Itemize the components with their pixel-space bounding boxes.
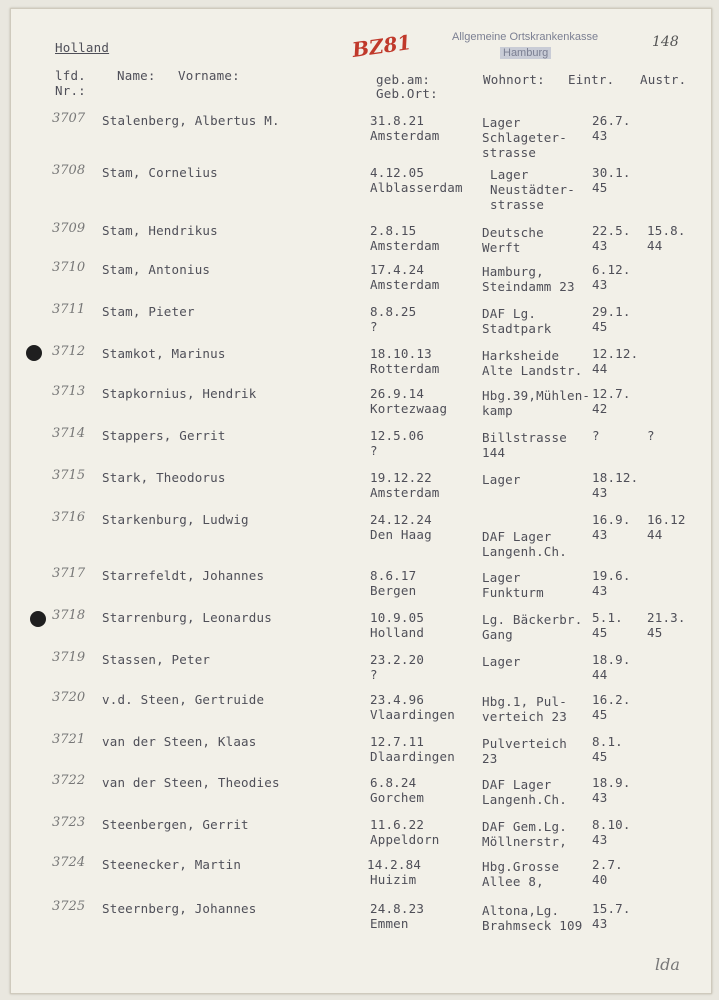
birth-place: Rotterdam: [370, 361, 440, 376]
birth-date: 24.8.23: [370, 901, 425, 916]
birth-date: 12.7.11: [370, 734, 425, 749]
residence-line-1: Hbg.39,Mühlen-: [482, 388, 591, 403]
entry-name: v.d. Steen, Gertruide: [102, 692, 265, 707]
residence-line-2: 23: [482, 751, 498, 766]
residence-line-1: DAF Gem.Lg.: [482, 819, 567, 834]
birth-place: Bergen: [370, 583, 417, 598]
birth-place: Amsterdam: [370, 485, 440, 500]
entry-name: Stam, Cornelius: [102, 165, 218, 180]
entry-name: Stam, Pieter: [102, 304, 195, 319]
entry-date: 18.9.: [592, 775, 631, 790]
exit-year: 44: [647, 527, 663, 542]
residence-line-1: Lager: [482, 115, 521, 130]
residence-line-2: kamp: [482, 403, 513, 418]
entry-name: Stassen, Peter: [102, 652, 211, 667]
footer-initials: lda: [655, 955, 680, 974]
col-nr-label: Nr.:: [55, 83, 86, 98]
entry-name: Starrenburg, Leonardus: [102, 610, 272, 625]
exit-date: 16.12: [647, 512, 686, 527]
birth-date: 8.6.17: [370, 568, 417, 583]
entry-name: Stam, Antonius: [102, 262, 211, 277]
birth-place: Kortezwaag: [370, 401, 448, 416]
residence-line-2: Stadtpark: [482, 321, 552, 336]
entry-date: 26.7.: [592, 113, 631, 128]
stamp-line-1: Allgemeine Ortskrankenkasse: [452, 31, 599, 43]
red-handwritten-mark: BZ81: [350, 29, 413, 63]
entry-year: 45: [592, 180, 608, 195]
register-nr: 3723: [52, 815, 86, 830]
entry-year: 43: [592, 832, 608, 847]
residence-line-1: Altona,Lg.: [482, 903, 560, 918]
entry-date: 29.1.: [592, 304, 631, 319]
register-nr: 3717: [52, 566, 86, 581]
residence-line-1: Lager: [482, 472, 521, 487]
entry-name: Stapkornius, Hendrik: [102, 386, 257, 401]
register-nr: 3720: [52, 690, 86, 705]
entry-name: Steenbergen, Gerrit: [102, 817, 249, 832]
col-eintr-label: Eintr.: [568, 72, 615, 87]
col-geb-am-label: geb.am:: [376, 72, 431, 87]
birth-place: Alblasserdam: [370, 180, 463, 195]
col-austr-label: Austr.: [640, 72, 687, 87]
country-heading: Holland: [55, 40, 110, 55]
residence-line-2: Steindamm 23: [482, 279, 575, 294]
register-nr: 3712: [52, 344, 86, 359]
register-nr: 3725: [52, 899, 86, 914]
entry-date: 16.9.: [592, 512, 631, 527]
residence-line-1: Pulverteich: [482, 736, 567, 751]
entry-year: 43: [592, 277, 608, 292]
entry-year: 43: [592, 790, 608, 805]
entry-date: 22.5.: [592, 223, 631, 238]
entry-date: 12.7.: [592, 386, 631, 401]
residence-line-2: Gang: [482, 627, 513, 642]
residence-line-2: Funkturm: [482, 585, 544, 600]
entry-name: Starkenburg, Ludwig: [102, 512, 249, 527]
residence-line-1: Lager: [482, 570, 521, 585]
residence-line-2: Schlageter-: [482, 130, 567, 145]
register-nr: 3709: [52, 221, 86, 236]
birth-place: Huizim: [370, 872, 417, 887]
birth-place: ?: [370, 667, 378, 682]
birth-date: 4.12.05: [370, 165, 425, 180]
entry-name: Steernberg, Johannes: [102, 901, 257, 916]
birth-date: 14.2.84: [367, 857, 422, 872]
entry-year: 45: [592, 625, 608, 640]
birth-place: Dlaardingen: [370, 749, 455, 764]
entry-name: Stam, Hendrikus: [102, 223, 218, 238]
punch-hole-bottom: [30, 611, 46, 627]
entry-date: ?: [592, 428, 600, 443]
birth-place: Amsterdam: [370, 128, 440, 143]
register-nr: 3713: [52, 384, 86, 399]
birth-date: 18.10.13: [370, 346, 432, 361]
register-nr: 3716: [52, 510, 86, 525]
stamp-line-2: Hamburg: [500, 47, 551, 59]
residence-line-1: Hbg.1, Pul-: [482, 694, 567, 709]
residence-line-2: Werft: [482, 240, 521, 255]
birth-place: Holland: [370, 625, 425, 640]
entry-date: 16.2.: [592, 692, 631, 707]
register-nr: 3711: [52, 302, 86, 317]
residence-line-2: 144: [482, 445, 506, 460]
residence-line-2: Allee 8,: [482, 874, 544, 889]
birth-date: 26.9.14: [370, 386, 425, 401]
entry-date: 8.1.: [592, 734, 623, 749]
entry-year: 43: [592, 583, 608, 598]
birth-date: 24.12.24: [370, 512, 432, 527]
entry-date: 30.1.: [592, 165, 631, 180]
residence-line-2: verteich 23: [482, 709, 567, 724]
entry-date: 18.12.: [592, 470, 639, 485]
col-geb-ort-label: Geb.Ort:: [376, 86, 438, 101]
entry-name: Steenecker, Martin: [102, 857, 242, 872]
entry-name: van der Steen, Theodies: [102, 775, 280, 790]
exit-year: 44: [647, 238, 663, 253]
col-vorname-label: Vorname:: [178, 68, 240, 83]
entry-date: 5.1.: [592, 610, 623, 625]
birth-place: Den Haag: [370, 527, 432, 542]
entry-year: 45: [592, 749, 608, 764]
register-nr: 3715: [52, 468, 86, 483]
entry-year: 43: [592, 485, 608, 500]
birth-place: Vlaardingen: [370, 707, 455, 722]
exit-year: 45: [647, 625, 663, 640]
entry-name: Stalenberg, Albertus M.: [102, 113, 280, 128]
birth-date: 6.8.24: [370, 775, 417, 790]
entry-name: Starrefeldt, Johannes: [102, 568, 265, 583]
entry-name: Stappers, Gerrit: [102, 428, 226, 443]
entry-year: 42: [592, 401, 608, 416]
entry-year: 40: [592, 872, 608, 887]
col-wohnort-label: Wohnort:: [483, 72, 545, 87]
residence-line-1: Billstrasse: [482, 430, 567, 445]
register-nr: 3719: [52, 650, 86, 665]
birth-date: 19.12.22: [370, 470, 432, 485]
entry-date: 12.12.: [592, 346, 639, 361]
residence-line-2: Brahmseck 109: [482, 918, 583, 933]
residence-line-1: Lager: [482, 654, 521, 669]
exit-date: 21.3.: [647, 610, 686, 625]
entry-year: 45: [592, 319, 608, 334]
entry-year: 43: [592, 527, 608, 542]
residence-line-1: Hamburg,: [482, 264, 544, 279]
page-number: 148: [652, 34, 679, 50]
birth-place: Gorchem: [370, 790, 425, 805]
residence-line-2: Neustädter-: [490, 182, 575, 197]
entry-year: 43: [592, 916, 608, 931]
entry-date: 15.7.: [592, 901, 631, 916]
birth-date: 17.4.24: [370, 262, 425, 277]
birth-date: 23.2.20: [370, 652, 425, 667]
residence-line-1: DAF Lg.: [482, 306, 537, 321]
residence-line-1: Hbg.Grosse: [482, 859, 560, 874]
register-nr: 3721: [52, 732, 86, 747]
residence-line-1: Harksheide: [482, 348, 560, 363]
birth-place: Appeldorn: [370, 832, 440, 847]
register-nr: 3708: [52, 163, 86, 178]
birth-place: ?: [370, 319, 378, 334]
residence-line-2: Langenh.Ch.: [482, 792, 567, 807]
entry-date: 19.6.: [592, 568, 631, 583]
birth-date: 23.4.96: [370, 692, 425, 707]
exit-date: ?: [647, 428, 655, 443]
birth-date: 12.5.06: [370, 428, 425, 443]
entry-year: 44: [592, 361, 608, 376]
exit-date: 15.8.: [647, 223, 686, 238]
register-nr: 3707: [52, 111, 86, 126]
birth-date: 2.8.15: [370, 223, 417, 238]
birth-place: ?: [370, 443, 378, 458]
entry-date: 2.7.: [592, 857, 623, 872]
register-nr: 3722: [52, 773, 86, 788]
entry-date: 18.9.: [592, 652, 631, 667]
birth-place: Emmen: [370, 916, 409, 931]
entry-date: 8.10.: [592, 817, 631, 832]
residence-line-2: Möllnerstr,: [482, 834, 567, 849]
register-nr: 3714: [52, 426, 86, 441]
residence-line-1: Deutsche: [482, 225, 544, 240]
residence-line-2: DAF Lager: [482, 529, 552, 544]
punch-hole-top: [26, 345, 42, 361]
birth-place: Amsterdam: [370, 238, 440, 253]
entry-name: Stark, Theodorus: [102, 470, 226, 485]
register-nr: 3724: [52, 855, 86, 870]
entry-year: 45: [592, 707, 608, 722]
residence-line-3: strasse: [490, 197, 545, 212]
entry-name: van der Steen, Klaas: [102, 734, 257, 749]
entry-year: 44: [592, 667, 608, 682]
entry-name: Stamkot, Marinus: [102, 346, 226, 361]
birth-date: 31.8.21: [370, 113, 425, 128]
register-nr: 3718: [52, 608, 86, 623]
birth-place: Amsterdam: [370, 277, 440, 292]
col-name-label: Name:: [117, 68, 156, 83]
residence-line-2: Alte Landstr.: [482, 363, 583, 378]
residence-line-1: DAF Lager: [482, 777, 552, 792]
birth-date: 10.9.05: [370, 610, 425, 625]
col-lfd-label: lfd.: [55, 68, 86, 83]
birth-date: 11.6.22: [370, 817, 425, 832]
entry-year: 43: [592, 128, 608, 143]
register-nr: 3710: [52, 260, 86, 275]
birth-date: 8.8.25: [370, 304, 417, 319]
residence-line-1: Lager: [490, 167, 529, 182]
residence-line-3: strasse: [482, 145, 537, 160]
entry-year: 43: [592, 238, 608, 253]
residence-line-3: Langenh.Ch.: [482, 544, 567, 559]
entry-date: 6.12.: [592, 262, 631, 277]
residence-line-1: Lg. Bäckerbr.: [482, 612, 583, 627]
